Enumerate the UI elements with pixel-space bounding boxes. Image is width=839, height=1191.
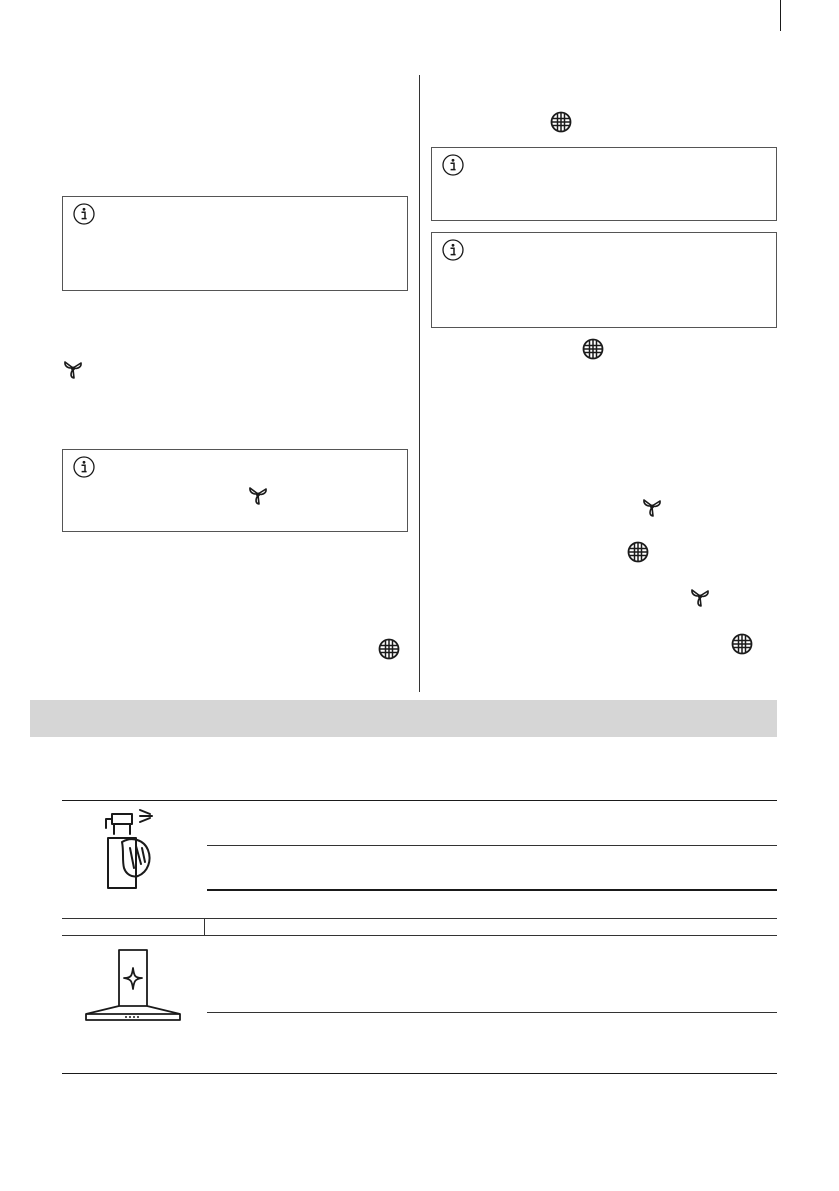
- grease-filter-icon: [731, 633, 753, 655]
- grease-filter-icon: [550, 111, 572, 133]
- fan-icon: [641, 496, 663, 518]
- table-rule: [62, 935, 777, 936]
- grease-filter-icon: [378, 638, 400, 660]
- fan-icon: [247, 484, 269, 506]
- section-heading-bar: [30, 700, 777, 737]
- crop-mark: [780, 0, 781, 31]
- column-divider: [419, 75, 420, 692]
- table-rule: [207, 1012, 777, 1013]
- table-rule: [207, 889, 777, 891]
- spray-bottle-cloth-icon: [100, 808, 160, 892]
- table-rule: [204, 918, 205, 935]
- info-icon: [73, 456, 95, 478]
- info-icon: [73, 203, 95, 225]
- table-rule: [62, 800, 777, 801]
- info-icon: [442, 154, 464, 176]
- table-rule: [62, 1073, 777, 1074]
- grease-filter-icon: [627, 541, 649, 563]
- info-box-3: [431, 147, 777, 221]
- cooker-hood-icon: [84, 948, 182, 1024]
- fan-icon: [62, 358, 84, 380]
- table-rule: [62, 918, 777, 919]
- grease-filter-icon: [582, 338, 604, 360]
- info-box-1: [62, 196, 408, 291]
- info-box-2: [62, 449, 408, 532]
- fan-icon: [689, 586, 711, 608]
- info-icon: [442, 239, 464, 261]
- table-rule: [207, 845, 777, 846]
- info-box-4: [431, 232, 777, 328]
